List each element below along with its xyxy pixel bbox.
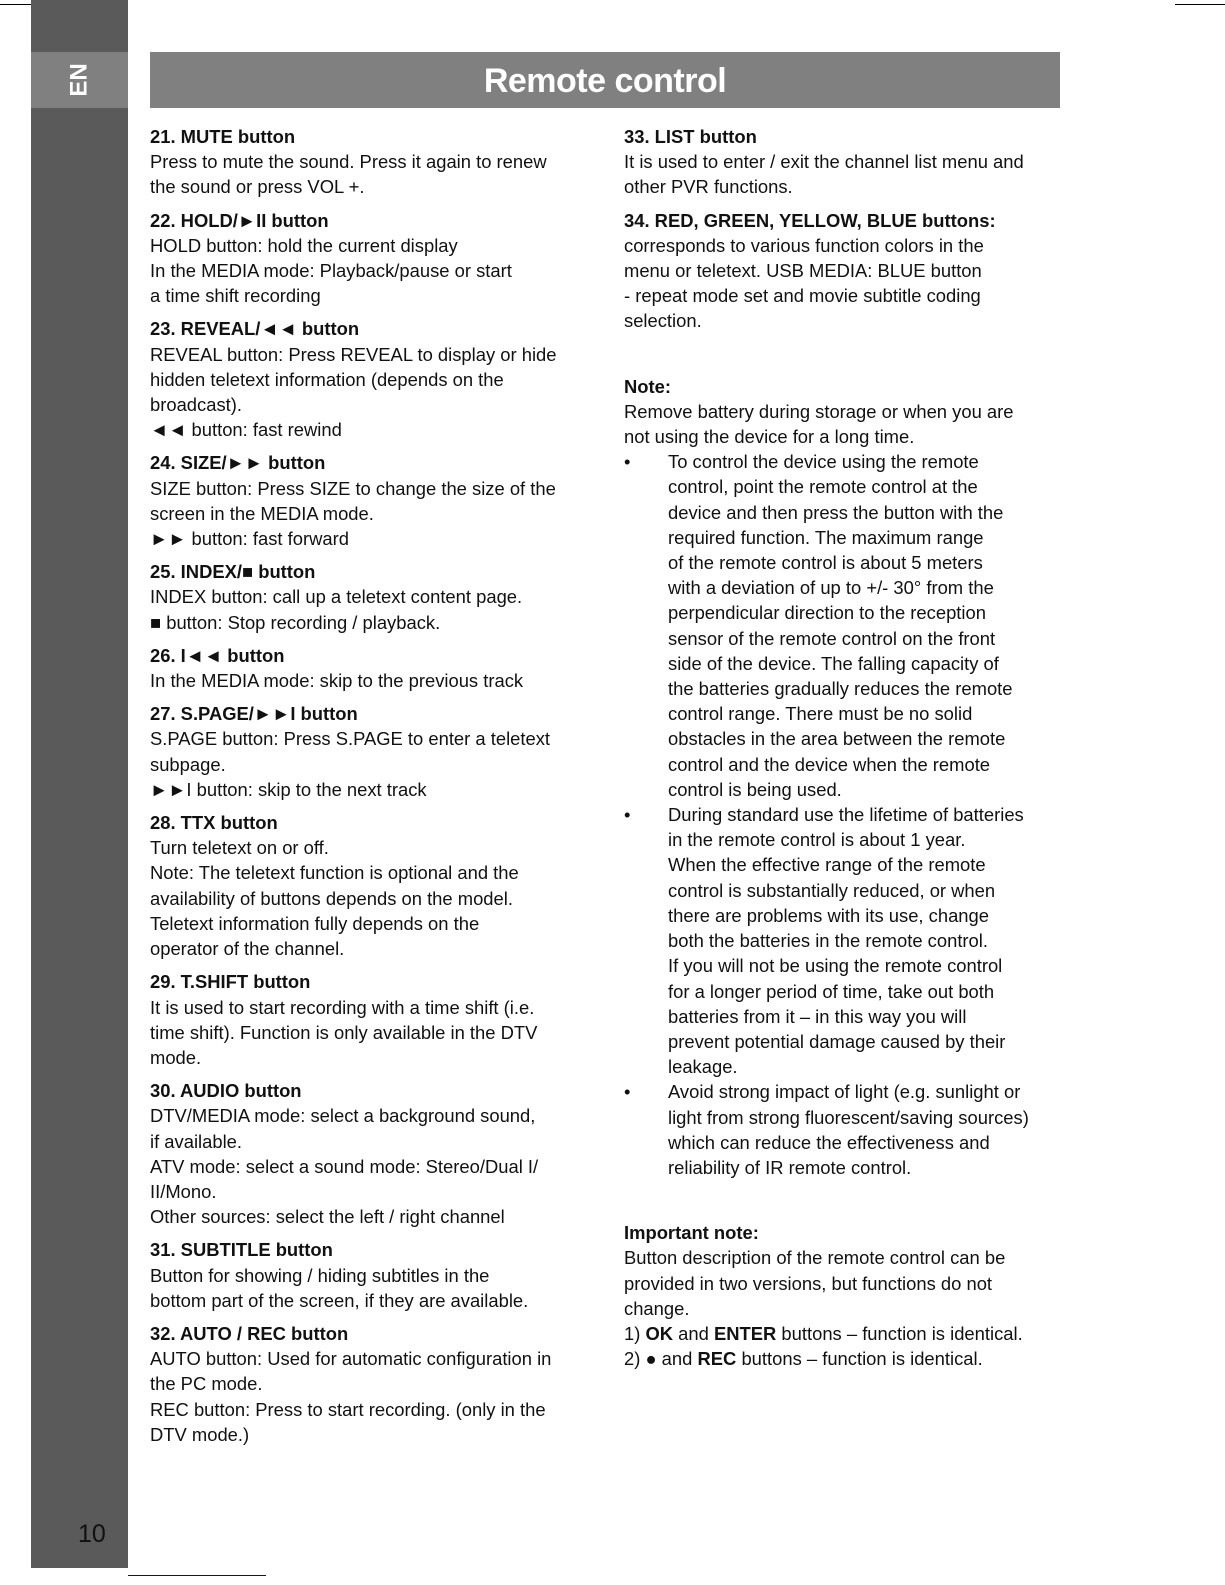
text-line: obstacles in the area between the remote <box>668 728 1006 750</box>
text-line: in the remote control is about 1 year. <box>668 829 966 851</box>
text-line: device and then press the button with the <box>668 501 1004 523</box>
text-line: Remove battery during storage or when you are <box>624 400 1014 422</box>
section-heading: 34. RED, GREEN, YELLOW, BLUE buttons: <box>624 209 996 231</box>
text-line: Press to mute the sound. Press it again to renew <box>150 151 547 173</box>
section-heading: 29. T.SHIFT button <box>150 971 311 993</box>
text-line: Avoid strong impact of light (e.g. sunlight or <box>668 1081 1021 1103</box>
text-line: During standard use the lifetime of batteries <box>668 804 1024 826</box>
section <box>624 124 1064 200</box>
text-line: control range. There must be no solid <box>668 703 973 725</box>
text-line: control and the device when the remote <box>668 753 991 775</box>
sidebar <box>31 0 128 1568</box>
text-line: side of the device. The falling capacity of <box>668 652 999 674</box>
text-line: Note: The teletext function is optional and the <box>150 862 519 884</box>
divider <box>128 1575 266 1576</box>
section <box>150 969 600 1070</box>
text-line: corresponds to various function colors in the <box>624 234 984 256</box>
section <box>150 810 600 961</box>
text-line <box>624 1346 1064 1371</box>
text-line: other PVR functions. <box>624 176 793 198</box>
section-heading: Note: <box>624 375 671 397</box>
text-segment: and <box>673 1322 714 1344</box>
text-line: screen in the MEDIA mode. <box>150 502 374 524</box>
text-segment: buttons – function is identical. <box>776 1322 1023 1344</box>
text-segment: 1) <box>624 1322 646 1344</box>
text-line: the batteries gradually reduces the remote <box>668 678 1013 700</box>
text-line: if available. <box>150 1130 243 1152</box>
text-line: mode. <box>150 1046 202 1068</box>
text-line: with a deviation of up to +/- 30° from the <box>668 577 994 599</box>
text-line: change. <box>624 1297 690 1319</box>
text-line: Button for showing / hiding subtitles in the <box>150 1264 490 1286</box>
text-line: Teletext information fully depends on the <box>150 912 480 934</box>
bullet-text <box>668 1079 1029 1180</box>
section <box>150 1237 600 1313</box>
section-heading: 31. SUBTITLE button <box>150 1239 333 1261</box>
page-title: Remote control <box>150 52 1060 108</box>
text-line: the sound or press VOL +. <box>150 176 365 198</box>
text-line: REVEAL button: Press REVEAL to display or hide <box>150 343 557 365</box>
bullet-text <box>668 802 1024 1079</box>
section <box>150 124 600 200</box>
text-line: ATV mode: select a sound mode: Stereo/Dual I/ <box>150 1155 539 1177</box>
section-heading: 26. I◄◄ button <box>150 644 285 666</box>
section-heading: 24. SIZE/►► button <box>150 452 326 474</box>
bullet-text <box>668 449 1013 802</box>
bullet-icon: • <box>624 804 631 826</box>
text-line: - repeat mode set and movie subtitle coding <box>624 285 981 307</box>
section-heading: 27. S.PAGE/►►I button <box>150 703 358 725</box>
text-line: control is substantially reduced, or when <box>668 879 996 901</box>
page-number: 10 <box>78 1520 106 1548</box>
text-line: time shift). Function is only available in the DTV <box>150 1021 538 1043</box>
text-line <box>624 1321 1064 1346</box>
section <box>624 1220 1064 1371</box>
text-line: In the MEDIA mode: skip to the previous track <box>150 670 524 692</box>
section <box>150 701 600 802</box>
text-line: batteries from it – in this way you will <box>668 1005 967 1027</box>
text-line: S.PAGE button: Press S.PAGE to enter a teletext <box>150 728 551 750</box>
bullet-icon: • <box>624 451 631 473</box>
bold-text: REC <box>697 1348 737 1370</box>
section-heading: 30. AUDIO button <box>150 1080 302 1102</box>
text-line: selection. <box>624 310 702 332</box>
section <box>150 450 600 551</box>
bullet-item <box>624 449 1064 802</box>
text-line: both the batteries in the remote control. <box>668 930 988 952</box>
left-column <box>150 124 600 1455</box>
text-line: In the MEDIA mode: Playback/pause or start <box>150 260 512 282</box>
text-line: control is being used. <box>668 778 842 800</box>
text-line: INDEX button: call up a teletext content page. <box>150 586 523 608</box>
text-line: not using the device for a long time. <box>624 426 915 448</box>
text-line: When the effective range of the remote <box>668 854 986 876</box>
bullet-item <box>624 802 1064 1079</box>
text-line: DTV/MEDIA mode: select a background sound, <box>150 1105 536 1127</box>
section-heading: 28. TTX button <box>150 812 278 834</box>
text-line: a time shift recording <box>150 285 321 307</box>
section-heading: 25. INDEX/■ button <box>150 561 316 583</box>
text-line: REC button: Press to start recording. (only in the <box>150 1398 546 1420</box>
text-line: reliability of IR remote control. <box>668 1156 912 1178</box>
crop-mark <box>1175 4 1225 5</box>
section-heading: Important note: <box>624 1222 759 1244</box>
text-line: perpendicular direction to the reception <box>668 602 986 624</box>
bullet-icon: • <box>624 1081 631 1103</box>
bold-text: ENTER <box>713 1322 777 1344</box>
section <box>150 559 600 635</box>
section-heading: 33. LIST button <box>624 126 757 147</box>
section-heading: 21. MUTE button <box>150 126 296 147</box>
text-line: HOLD button: hold the current display <box>150 234 458 256</box>
text-line: required function. The maximum range <box>668 526 984 548</box>
section <box>150 1078 600 1229</box>
text-line: menu or teletext. USB MEDIA: BLUE button <box>624 260 982 282</box>
text-line: operator of the channel. <box>150 938 345 960</box>
text-line: To control the device using the remote <box>668 451 979 473</box>
section-heading: 23. REVEAL/◄◄ button <box>150 318 360 340</box>
text-line: which can reduce the effectiveness and <box>668 1131 990 1153</box>
text-line: It is used to enter / exit the channel list menu and <box>624 151 1024 173</box>
text-segment: 2) ● and <box>624 1348 698 1370</box>
text-segment: buttons – function is identical. <box>736 1348 983 1370</box>
text-line: subpage. <box>150 753 226 775</box>
text-line: bottom part of the screen, if they are available. <box>150 1289 529 1311</box>
language-label: EN <box>65 63 93 97</box>
text-line: Button description of the remote control can be <box>624 1247 1006 1269</box>
text-line: control, point the remote control at the <box>668 476 978 498</box>
text-line: DTV mode.) <box>150 1423 250 1445</box>
text-line: availability of buttons depends on the model. <box>150 887 513 909</box>
bullet-item <box>624 1079 1064 1180</box>
text-line: If you will not be using the remote control <box>668 955 1003 977</box>
language-tab <box>31 52 128 108</box>
section <box>150 1321 600 1447</box>
text-line: II/Mono. <box>150 1180 217 1202</box>
section <box>150 208 600 309</box>
text-line: sensor of the remote control on the front <box>668 627 996 649</box>
text-line: for a longer period of time, take out both <box>668 980 995 1002</box>
section <box>150 643 600 693</box>
text-line: of the remote control is about 5 meters <box>668 552 983 574</box>
bold-text: OK <box>645 1322 674 1344</box>
text-line: hidden teletext information (depends on the <box>150 368 504 390</box>
text-line: there are problems with its use, change <box>668 904 989 926</box>
right-column <box>624 124 1064 1379</box>
section <box>150 316 600 442</box>
text-line: AUTO button: Used for automatic configuration in <box>150 1348 552 1370</box>
text-line: provided in two versions, but functions do not <box>624 1272 993 1294</box>
section <box>624 374 1064 1181</box>
text-line: ◄◄ button: fast rewind <box>150 419 342 441</box>
section-heading: 22. HOLD/►II button <box>150 209 329 231</box>
text-line: light from strong fluorescent/saving sources) <box>668 1106 1029 1128</box>
text-line: ►► button: fast forward <box>150 528 349 550</box>
text-line: SIZE button: Press SIZE to change the size of the <box>150 477 556 499</box>
text-line: Other sources: select the left / right channel <box>150 1206 505 1228</box>
text-line: ■ button: Stop recording / playback. <box>150 611 441 633</box>
text-line: It is used to start recording with a time shift (i.e. <box>150 996 535 1018</box>
text-line: broadcast). <box>150 394 242 416</box>
section <box>624 208 1064 334</box>
text-line: Turn teletext on or off. <box>150 837 329 859</box>
text-line: ►►I button: skip to the next track <box>150 778 427 800</box>
text-line: prevent potential damage caused by their <box>668 1030 1006 1052</box>
section-heading: 32. AUTO / REC button <box>150 1322 349 1344</box>
text-line: leakage. <box>668 1056 738 1078</box>
text-line: the PC mode. <box>150 1373 263 1395</box>
